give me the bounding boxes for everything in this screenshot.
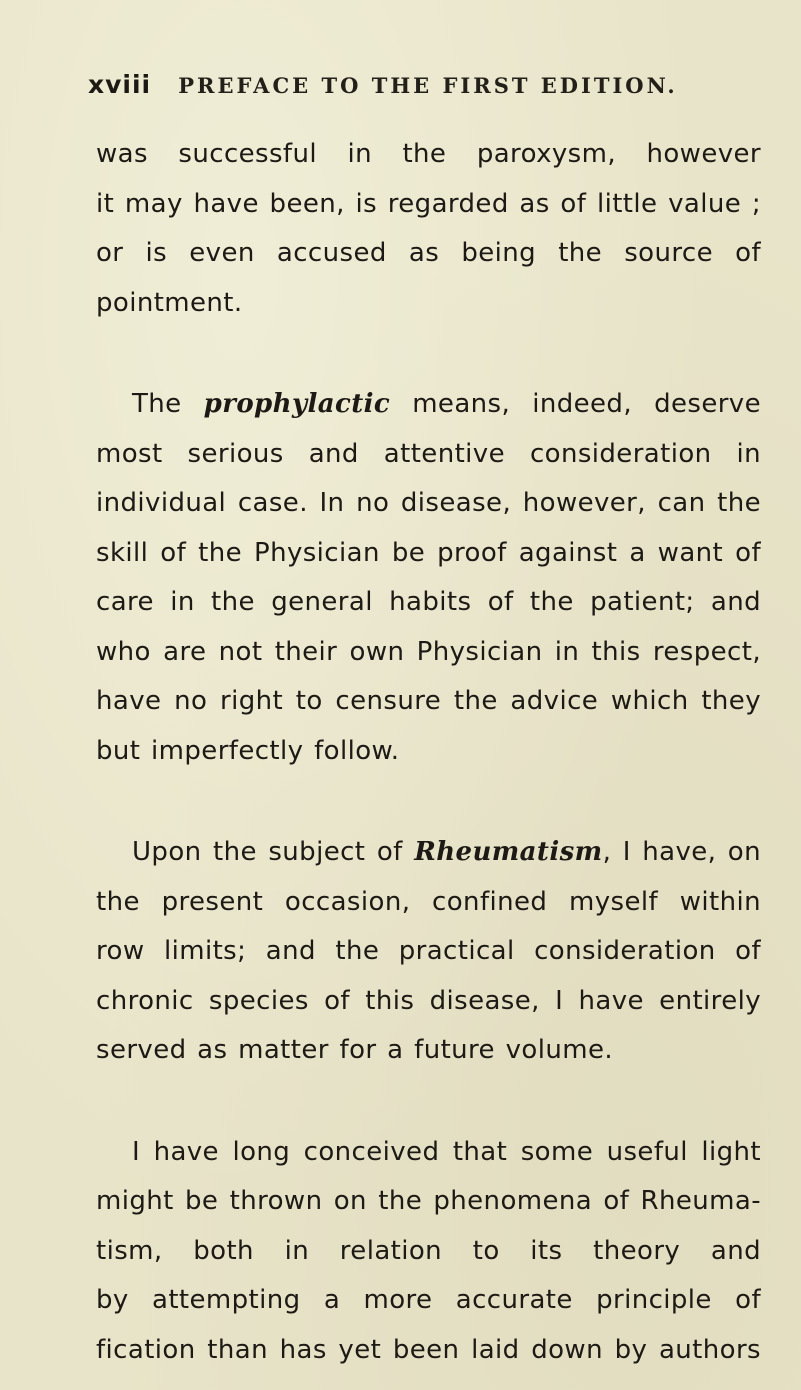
paragraph bbox=[96, 130, 761, 328]
text-line: I have long conceived that some useful light bbox=[132, 1136, 761, 1167]
text-line: chronic species of this disease, I have entirely bbox=[96, 985, 761, 1016]
text-line: skill of the Physician be proof against a want of bbox=[96, 537, 761, 568]
running-head-title: PREFACE TO THE FIRST EDITION. bbox=[178, 73, 678, 98]
text-line: care in the general habits of the patient; and bbox=[96, 587, 761, 617]
text-line bbox=[96, 380, 761, 430]
text-line: row limits; and the practical consideration of bbox=[96, 936, 761, 966]
text-line: who are not their own Physician in this respect, bbox=[96, 636, 761, 667]
paragraph bbox=[96, 828, 761, 1076]
text-line: pointment. bbox=[96, 287, 243, 318]
page-number: xviii bbox=[88, 70, 152, 99]
text-line: served as matter for a future volume. bbox=[96, 1035, 614, 1065]
text-run: , I have, on bbox=[602, 837, 761, 867]
text-line: but imperfectly follow. bbox=[96, 735, 400, 766]
text-line: by attempting a more accurate principle of bbox=[96, 1285, 761, 1315]
text-line: the present occasion, confined myself within bbox=[96, 886, 761, 917]
emphasized-word: prophylactic bbox=[203, 389, 391, 419]
text-line: fication than has yet been laid down by authors bbox=[96, 1334, 761, 1365]
text-line: might be thrown on the phenomena of Rheuma- bbox=[96, 1186, 761, 1216]
text-line: was successful in the paroxysm, however bbox=[96, 139, 761, 169]
running-head bbox=[88, 70, 708, 99]
text-run: Upon the subject of bbox=[132, 837, 415, 867]
text-line: it may have been, is regarded as of little value ; bbox=[96, 188, 761, 219]
text-line: or is even accused as being the source of bbox=[96, 238, 761, 268]
text-line bbox=[96, 828, 761, 878]
text-line: individual case. In no disease, however, can the bbox=[96, 488, 761, 518]
paragraph bbox=[96, 380, 761, 776]
text-line: tism, both in relation to its theory and bbox=[96, 1235, 761, 1266]
text-line: most serious and attentive consideration in bbox=[96, 438, 761, 469]
body-text bbox=[96, 130, 761, 1375]
emphasized-word: Rheumatism bbox=[414, 837, 603, 867]
paragraph bbox=[96, 1128, 761, 1376]
text-line: have no right to censure the advice which they bbox=[96, 686, 761, 716]
text-run: means, indeed, deserve bbox=[412, 389, 761, 419]
text-run: The bbox=[132, 389, 204, 419]
